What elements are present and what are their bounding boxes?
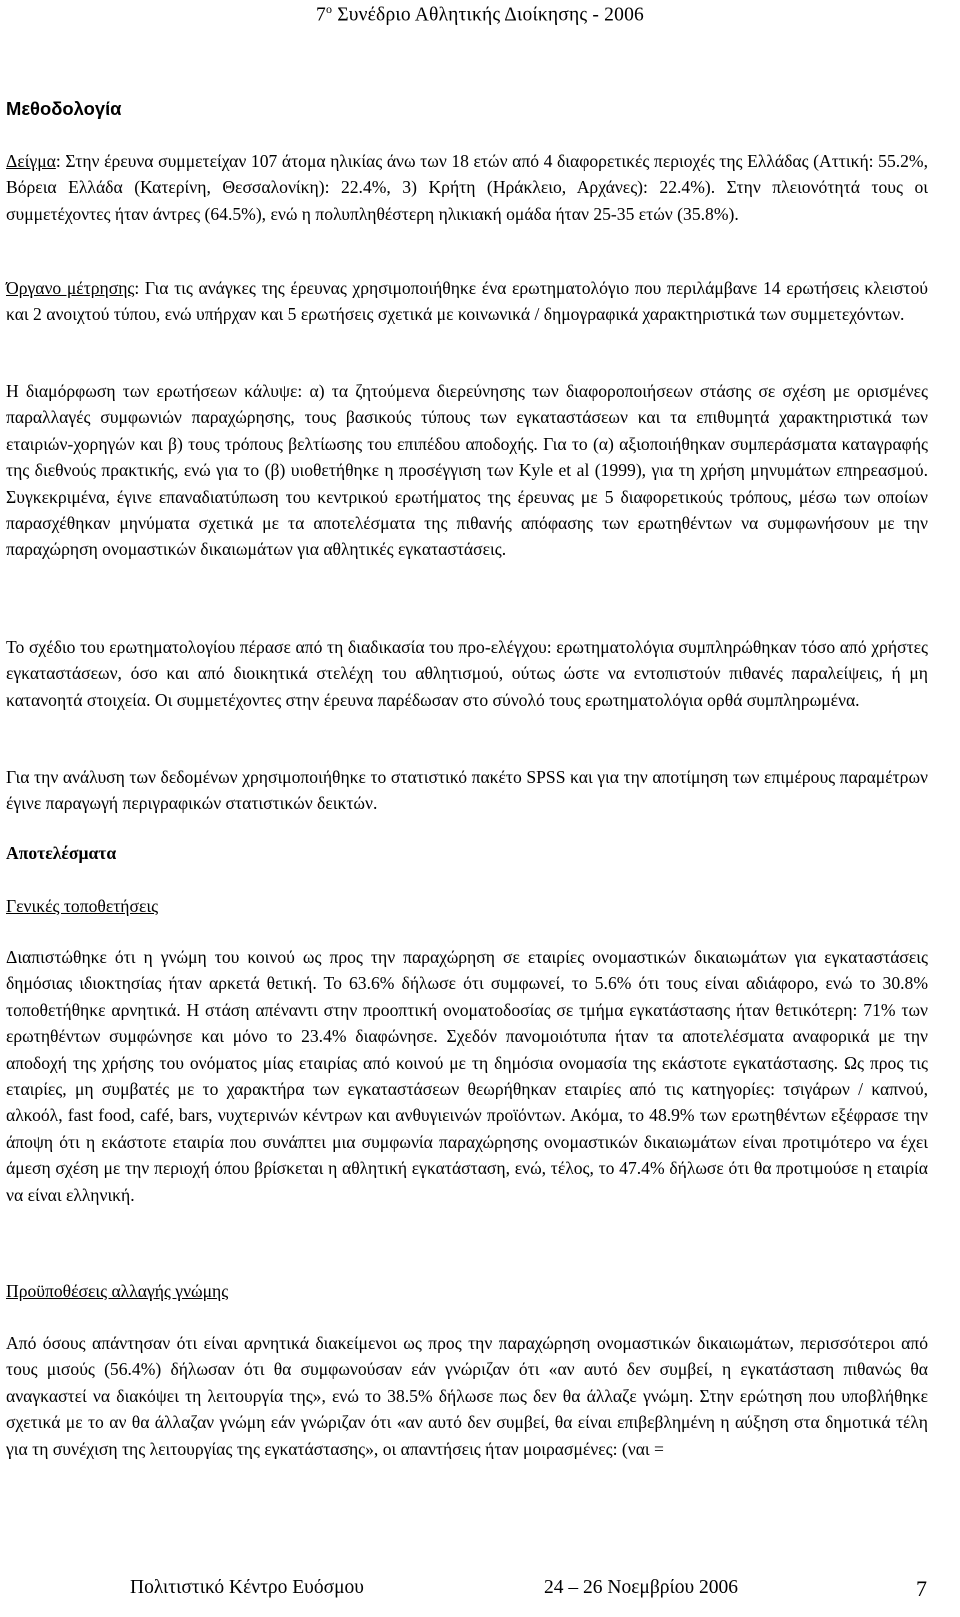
header-ordinal-sup: ο xyxy=(325,2,333,16)
change-subheading: Προϋποθέσεις αλλαγής γνώμης xyxy=(6,1281,229,1301)
spss-paragraph: Για την ανάλυση των δεδομένων χρησιμοποιήθηκε το στατιστικό πακέτο SPSS και για την αποτίμηση των επιμέρους παραμέτρων έγινε παραγωγή περιγραφικών στατιστικών δεικτών. xyxy=(6,767,928,814)
sample-paragraph xyxy=(6,148,928,227)
header-title: Συνέδριο Αθλητικής Διοίκησης - 2006 xyxy=(332,4,644,26)
sample-label: Δείγμα xyxy=(6,151,56,171)
footer-dates: 24 – 26 Νοεμβρίου 2006 xyxy=(544,1577,739,1598)
header-ordinal: 7 xyxy=(316,4,326,26)
instrument-paragraph xyxy=(6,275,928,328)
page-header xyxy=(0,2,960,27)
sample-text: : Στην έρευνα συμμετείχαν 107 άτομα ηλικίας άνω των 18 ετών από 4 διαφορετικές περιοχές της Ελλάδας (Αττική: 55.2%, Βόρεια Ελλάδα (Κατερίνη, Θεσσαλονίκη): 22.4%, 3) Κρήτη (Ηράκλειο, Αρχάνες): 22.4%). Στην πλειονότητά τους οι συμμετέχοντες ήταν άντρες (64.5%), ενώ η πολυπληθέστερη ηλικιακή ομάδα ήταν 25-35 ετών (35.8%). xyxy=(6,151,928,224)
results-heading: Αποτελέσματα xyxy=(6,843,117,863)
methodology-heading: Μεθοδολογία xyxy=(6,98,122,119)
instrument-label: Όργανο μέτρησης xyxy=(6,278,135,298)
questions-paragraph: Η διαμόρφωση των ερωτήσεων κάλυψε: α) τα ζητούμενα διερεύνησης των διαφοροποιήσεων στάσης σε σχέση με ορισμένες παραλλαγές συμφωνιών παραχώρησης, τους βασικούς τύπους των εγκαταστάσεων και τα επιθυμητά χαρακτηριστικά των εταιριών-χορηγών και β) τους τρόπους βελτίωσης του επιπέδου αποδοχής. Για το (α) αξιοποιήθηκαν συμπεράσματα καταγραφής της διεθνούς πρακτικής, ενώ για το (β) υιοθετήθηκε η προσέγγιση των Kyle et al (1999), για τη χρήση μηνυμάτων επηρεασμού. Συγκεκριμένα, έγινε επαναδιατύπωση του κεντρικού ερωτήματος της έρευνας με 5 διαφορετικούς τρόπους, μέσω των οποίων παρασχέθηκαν μηνύματα σχετικά με τα αποτελέσματα της πιθανής απόφασης των ερωτηθέντων να συμφωνήσουν με την παραχώρηση ονομαστικών δικαιωμάτων για αθλητικές εγκαταστάσεις. xyxy=(6,381,928,560)
pretest-paragraph: Το σχέδιο του ερωτηματολογίου πέρασε από τη διαδικασία του προ-ελέγχου: ερωτηματολόγια συμπληρώθηκαν τόσο από χρήστες εγκαταστάσεων, όσο και από διοικητικά στελέχη του αθλητισμού, ούτως ώστε να εντοπιστούν πιθανές παραλείψεις, ή μη κατανοητά στοιχεία. Οι συμμετέχοντες στην έρευνα παρέδωσαν στο σύνολό τους ερωτηματολόγια ορθά συμπληρωμένα. xyxy=(6,637,928,710)
footer-venue: Πολιτιστικό Κέντρο Ευόσμου xyxy=(130,1577,364,1598)
general-paragraph: Διαπιστώθηκε ότι η γνώμη του κοινού ως προς την παραχώρηση σε εταιρίες ονομαστικών δικαιωμάτων για εγκαταστάσεις δημόσιας ιδιοκτησίας ήταν αρκετά θετική. Το 63.6% δήλωσε ότι συμφωνεί, το 5.6% ότι τους είναι αδιάφορο, ενώ το 30.8% τοποθετήθηκε αρνητικά. Η στάση απέναντι στην προοπτική ονοματοδοσίας σε τμήμα εγκατάστασης ήταν θετικότερη: 71% των ερωτηθέντων συμφώνησε και μόνο το 23.4% διαφώνησε. Σχεδόν πανομοιότυπα ήταν τα αποτελέσματα αναφορικά με την αποδοχή της χρήσης του ονόματος μίας εταιρίας από κοινού με τη δημόσια ονομασία της εκάστοτε εγκατάστασης. Ως προς τις εταιρίες, μη συμβατές με το χαρακτήρα των εγκαταστάσεων θεωρήθηκαν εταιρίες από τις κατηγορίες: τσιγάρων / καπνού, αλκοόλ, fast food, café, bars, νυχτερινών κέντρων και ανθυγιεινών προϊόντων. Ακόμα, το 48.9% των ερωτηθέντων εξέφρασε την άποψη ότι η εκάστοτε εταιρία που συνάπτει μια συμφωνία παραχώρησης ονομαστικών δικαιωμάτων είναι προτιμότερο να έχει άμεση σχέση με την περιοχή όπου βρίσκεται η αθλητική εγκατάσταση, ενώ, τέλος, το 47.4% δήλωσε ότι θα προτιμούσε η εταιρία να είναι ελληνική. xyxy=(6,947,928,1205)
change-paragraph: Από όσους απάντησαν ότι είναι αρνητικά διακείμενοι ως προς την παραχώρηση ονομαστικών δικαιωμάτων, περισσότεροι από τους μισούς (56.4%) δήλωσαν ότι θα συμφωνούσαν εάν γνώριζαν ότι «αν αυτό δεν συμβεί, η εγκατάσταση πιθανώς θα αναγκαστεί να διακόψει τη λειτουργία της», ενώ το 38.5% δήλωσε πως δεν θα άλλαζε γνώμη. Στην ερώτηση που υποβλήθηκε σχετικά με το αν θα άλλαζαν γνώμη εάν γνώριζαν ότι «αν αυτό δεν συμβεί, θα είναι επιβεβλημένη η αύξηση στα δημοτικά τέλη για τη συνέχιση της λειτουργίας της εγκατάστασης», οι απαντήσεις ήταν μοιρασμένες: (ναι = xyxy=(6,1333,928,1459)
instrument-text: : Για τις ανάγκες της έρευνας χρησιμοποιήθηκε ένα ερωτηματολόγιο που περιλάμβανε 14 ερωτήσεις κλειστού και 2 ανοιχτού τύπου, ενώ υπήρχαν και 5 ερωτήσεις σχετικά με κοινωνικά / δημογραφικά χαρακτηριστικά των συμμετεχόντων. xyxy=(6,278,929,325)
general-subheading: Γενικές τοποθετήσεις xyxy=(6,896,159,916)
page-number: 7 xyxy=(916,1576,927,1601)
